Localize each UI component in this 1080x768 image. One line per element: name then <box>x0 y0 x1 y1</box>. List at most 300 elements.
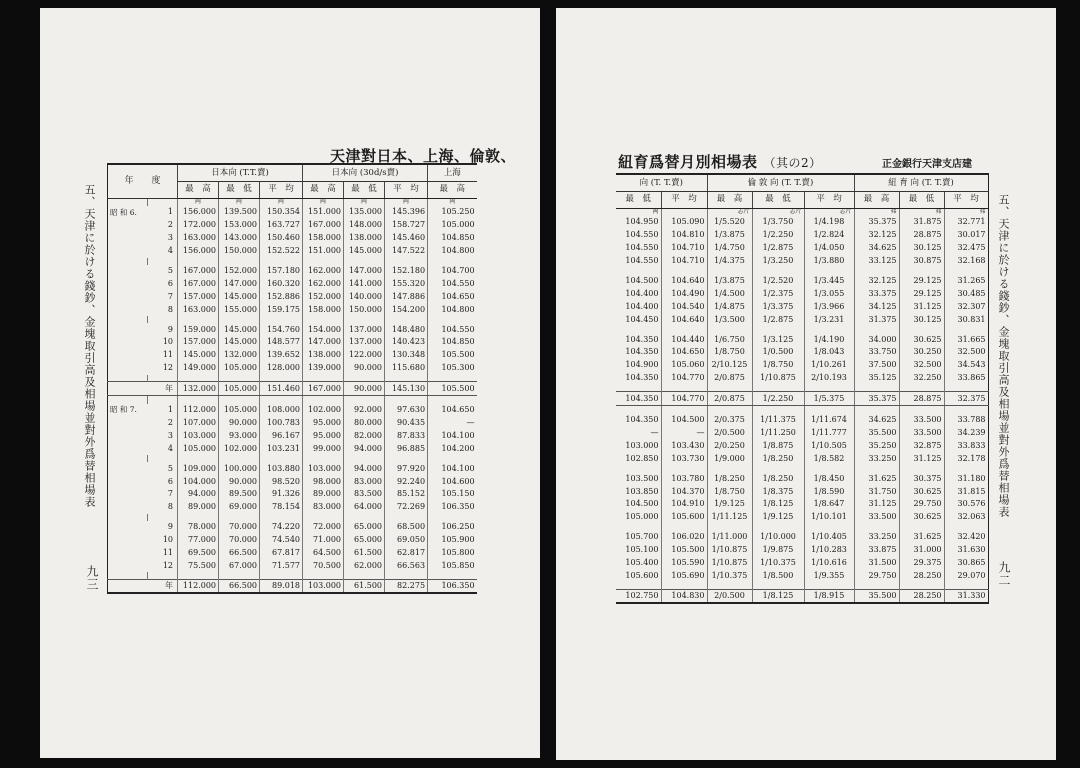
rate-cell: 105.800 <box>441 548 475 558</box>
rate-cell: 1/8.450 <box>804 472 854 485</box>
spacer-cell <box>854 326 899 333</box>
rate-cell: 1/8.250 <box>752 472 804 485</box>
rate-cell: 104.540 <box>661 300 707 313</box>
rate-cell: 122.000 <box>344 349 385 362</box>
rate-cell: 64.000 <box>344 501 385 514</box>
total-cell: 151.460 <box>260 382 303 396</box>
spacer-cell <box>303 316 344 323</box>
rate-cell: 157.000 <box>178 336 219 349</box>
rate-cell: 33.500 <box>854 511 899 524</box>
rate-cell: 105.500 <box>441 350 475 360</box>
spacer-cell <box>385 316 428 323</box>
rate-cell: 104.770 <box>661 392 707 406</box>
table-row <box>108 323 477 336</box>
spacer-cell <box>899 524 944 531</box>
spacer-cell <box>804 524 854 531</box>
spacer-cell <box>854 465 899 472</box>
rate-cell: 78.154 <box>260 501 303 514</box>
rate-cell: 31.625 <box>854 472 899 485</box>
month-cell: 3 <box>148 429 178 442</box>
rate-cell: 30.375 <box>899 472 944 485</box>
japan-30d-header: 日本向 (30d/s賣) <box>303 164 428 181</box>
table-row <box>108 219 477 232</box>
rate-cell: 1/4.875 <box>707 300 752 313</box>
rate-cell: 83.500 <box>344 488 385 501</box>
rate-cell: 150.354 <box>260 206 303 219</box>
rate-cell: 31.265 <box>957 276 986 285</box>
spacer-cell <box>344 258 385 265</box>
year-label <box>108 559 148 572</box>
rate-cell: 102.000 <box>303 404 344 417</box>
rate-cell: 137.000 <box>344 323 385 336</box>
rate-cell: 90.000 <box>219 475 260 488</box>
unit-cell: 両 <box>616 208 661 216</box>
rate-cell: — <box>466 418 475 428</box>
rate-cell: 29.125 <box>899 275 944 288</box>
rate-cell: 152.522 <box>260 245 303 258</box>
rate-cell: 1/5.520 <box>707 216 752 229</box>
rate-cell: 34.125 <box>854 300 899 313</box>
rate-cell: 147.000 <box>344 265 385 278</box>
rate-cell: 103.430 <box>661 439 707 452</box>
rate-cell: 2/0.500 <box>707 589 752 603</box>
rate-cell: 77.000 <box>178 534 219 547</box>
spacer-row <box>616 268 988 275</box>
rate-cell: 104.850 <box>441 337 475 347</box>
total-cell: 66.500 <box>219 579 260 593</box>
unit-cell: 志片 <box>752 208 804 216</box>
rate-cell: 32.875 <box>899 439 944 452</box>
year-label: 昭 和 6. <box>110 207 137 217</box>
rate-cell: 155.000 <box>219 303 260 316</box>
rate-cell: 70.500 <box>303 559 344 572</box>
table-row <box>616 414 988 427</box>
rate-cell: 87.833 <box>385 429 428 442</box>
rate-cell: — <box>661 427 707 440</box>
rate-cell: 30.485 <box>957 288 986 298</box>
rate-cell: 104.550 <box>441 278 475 288</box>
year-label <box>108 277 148 290</box>
rate-cell: 104.400 <box>616 300 661 313</box>
japan-tt-header: 日本向 (T.T.賣) <box>178 164 303 181</box>
rate-cell: 1/3.500 <box>707 313 752 326</box>
rate-cell: 2/10.125 <box>707 359 752 372</box>
rate-cell: 105.100 <box>616 544 661 557</box>
rate-cell: 33.500 <box>899 414 944 427</box>
year-label <box>108 362 148 375</box>
rate-cell: 34.543 <box>957 360 986 370</box>
rate-cell: 92.000 <box>344 404 385 417</box>
rate-cell: 35.500 <box>854 589 899 603</box>
rate-cell: 91.326 <box>260 488 303 501</box>
rate-cell: 139.500 <box>219 206 260 219</box>
spacer-cell <box>303 258 344 265</box>
rate-cell: 167.000 <box>178 277 219 290</box>
left-page-number: 九三 <box>85 565 99 591</box>
spacer-cell <box>944 524 988 531</box>
spacer-cell <box>428 258 477 265</box>
year-label <box>108 534 148 547</box>
rate-cell: 104.810 <box>661 229 707 242</box>
rate-cell: 1/8.125 <box>752 589 804 603</box>
spacer-cell <box>260 258 303 265</box>
table-row <box>616 485 988 498</box>
rate-cell: 94.000 <box>344 462 385 475</box>
rate-cell: 130.348 <box>385 349 428 362</box>
rate-cell: 72.000 <box>303 521 344 534</box>
spacer-cell <box>178 514 219 521</box>
rate-cell: 29.750 <box>854 569 899 582</box>
rate-cell: 104.440 <box>661 333 707 346</box>
spacer-cell <box>178 396 219 404</box>
unit-cell: 志片 <box>707 208 752 216</box>
rate-cell: 1/2.250 <box>752 392 804 406</box>
rate-cell: 69.000 <box>219 501 260 514</box>
rate-cell: 104.350 <box>616 414 661 427</box>
rate-cell: 104.350 <box>616 372 661 385</box>
spacer-cell <box>616 465 661 472</box>
rate-cell: 104.900 <box>616 359 661 372</box>
total-cell: 61.500 <box>344 579 385 593</box>
rate-cell: 99.000 <box>303 442 344 455</box>
rate-cell: 104.910 <box>661 498 707 511</box>
rate-cell: 156.000 <box>178 245 219 258</box>
month-cell: 7 <box>148 290 178 303</box>
rate-cell: 33.125 <box>854 255 899 268</box>
rate-cell: 152.886 <box>260 290 303 303</box>
rate-cell: 1/2.875 <box>752 242 804 255</box>
rate-cell: 1/11.000 <box>707 531 752 544</box>
right-page <box>556 8 1056 760</box>
spacer-cell <box>752 326 804 333</box>
spacer-cell <box>661 465 707 472</box>
spacer-cell <box>899 326 944 333</box>
table-row <box>616 216 988 229</box>
table-row <box>108 521 477 534</box>
rate-cell: 32.420 <box>957 532 986 542</box>
rate-cell: 1/3.250 <box>752 255 804 268</box>
rate-cell: 140.000 <box>344 290 385 303</box>
rate-cell: 1/11.777 <box>804 427 854 440</box>
rate-cell: 1/4.500 <box>707 287 752 300</box>
rate-cell: 90.000 <box>219 417 260 430</box>
spacer-cell <box>707 406 752 414</box>
spacer-cell <box>707 385 752 392</box>
rate-cell: 160.320 <box>260 277 303 290</box>
rate-cell: 1/8.375 <box>752 485 804 498</box>
table-row <box>108 501 477 514</box>
rate-cell: 31.815 <box>957 486 986 496</box>
rate-cell: 85.152 <box>385 488 428 501</box>
rate-cell: 149.000 <box>178 362 219 375</box>
rate-cell: 107.000 <box>178 417 219 430</box>
newyork-tt-header: 紐 育 向 (T. T.賣) <box>854 174 988 191</box>
avg-header: 平 均 <box>385 181 428 198</box>
rate-cell: 92.240 <box>385 475 428 488</box>
rate-cell: 31.625 <box>899 531 944 544</box>
spacer-cell <box>219 316 260 323</box>
rate-cell: 104.370 <box>661 485 707 498</box>
spacer-cell <box>661 524 707 531</box>
spacer-cell <box>944 582 988 589</box>
year-total-row <box>616 589 988 603</box>
rate-cell: 90.435 <box>385 417 428 430</box>
table-row <box>108 547 477 560</box>
rate-cell: 151.000 <box>303 206 344 219</box>
year-label: 昭 和 7. <box>110 405 137 415</box>
spacer-cell <box>944 465 988 472</box>
rate-cell: 105.600 <box>616 569 661 582</box>
spacer-row <box>616 524 988 531</box>
rate-cell: 106.350 <box>441 502 475 512</box>
table-row <box>616 498 988 511</box>
spacer-row <box>616 406 988 414</box>
rate-cell: 33.250 <box>854 452 899 465</box>
spacer-row <box>108 455 477 462</box>
rate-cell: 1/10.875 <box>707 557 752 570</box>
spacer-cell <box>344 572 385 579</box>
spacer-cell <box>707 465 752 472</box>
rate-cell: 104.400 <box>616 287 661 300</box>
spacer-cell <box>899 465 944 472</box>
spacer-cell <box>219 572 260 579</box>
year-label <box>108 232 148 245</box>
month-cell: 11 <box>148 349 178 362</box>
spacer-cell <box>428 396 477 404</box>
rate-cell: 31.875 <box>899 216 944 229</box>
rate-cell: 37.500 <box>854 359 899 372</box>
table-row <box>616 255 988 268</box>
low-header: 最 低 <box>616 191 661 208</box>
rate-cell: 1/10.505 <box>804 439 854 452</box>
rate-cell: 1/5.375 <box>804 392 854 406</box>
rate-cell: 145.000 <box>344 245 385 258</box>
table-row <box>616 359 988 372</box>
rate-cell: 83.000 <box>303 501 344 514</box>
rate-cell: 106.020 <box>661 531 707 544</box>
year-label <box>108 265 148 278</box>
table-row <box>616 452 988 465</box>
rate-cell: 104.700 <box>441 266 475 275</box>
unit-cell: 両 <box>260 198 303 206</box>
rate-cell: 61.500 <box>344 547 385 560</box>
spacer-cell <box>385 455 428 462</box>
rate-cell: 32.063 <box>957 512 986 522</box>
rate-cell: 104.100 <box>441 430 475 440</box>
spacer-cell <box>428 375 477 382</box>
spacer-cell <box>260 396 303 404</box>
spacer-cell <box>108 396 148 404</box>
spacer-cell <box>804 465 854 472</box>
rate-cell: 1/11.674 <box>804 414 854 427</box>
rate-cell: 31.180 <box>957 473 986 483</box>
rate-cell: 28.875 <box>899 229 944 242</box>
rate-cell: 105.090 <box>661 216 707 229</box>
rate-cell: 104.640 <box>661 313 707 326</box>
rate-cell: 148.577 <box>260 336 303 349</box>
rate-cell: 158.727 <box>385 219 428 232</box>
low-header: 最 低 <box>752 191 804 208</box>
spacer-cell <box>752 465 804 472</box>
table-row <box>616 275 988 288</box>
rate-cell: 167.000 <box>303 219 344 232</box>
rate-cell: 140.423 <box>385 336 428 349</box>
rate-cell: 103.500 <box>616 472 661 485</box>
total-cell: 103.000 <box>303 579 344 593</box>
right-page-number: 九二 <box>997 561 1011 587</box>
table-row <box>616 313 988 326</box>
rate-cell: 163.000 <box>178 303 219 316</box>
rate-cell: 94.000 <box>178 488 219 501</box>
rate-cell: 29.750 <box>899 498 944 511</box>
rate-cell: 95.000 <box>303 417 344 430</box>
spacer-cell <box>303 375 344 382</box>
right-page-title <box>618 151 822 172</box>
year-total-row <box>108 382 477 396</box>
rate-cell: 32.771 <box>957 217 986 227</box>
month-cell: 6 <box>148 277 178 290</box>
month-cell: 10 <box>148 534 178 547</box>
month-cell: 3 <box>148 232 178 245</box>
spacer-cell <box>944 268 988 275</box>
rate-cell: 105.000 <box>441 220 475 230</box>
rate-cell: 1/3.880 <box>804 255 854 268</box>
spacer-cell <box>260 316 303 323</box>
rate-cell: 96.167 <box>260 429 303 442</box>
rate-cell: 32.475 <box>957 243 986 253</box>
month-cell: 2 <box>148 219 178 232</box>
rate-cell: 105.000 <box>219 362 260 375</box>
rate-cell: 145.000 <box>178 349 219 362</box>
rate-cell: 95.000 <box>303 429 344 442</box>
rate-cell: 105.600 <box>661 511 707 524</box>
unit-cell: 両 <box>178 198 219 206</box>
rate-cell: 150.460 <box>260 232 303 245</box>
rate-cell: 31.125 <box>899 300 944 313</box>
rate-cell: 145.396 <box>385 206 428 219</box>
spacer-cell <box>344 316 385 323</box>
spacer-cell <box>148 316 178 323</box>
spacer-cell <box>616 406 661 414</box>
avg-header: 平 均 <box>804 191 854 208</box>
rate-cell: 103.730 <box>661 452 707 465</box>
spacer-cell <box>178 375 219 382</box>
rate-cell: 172.000 <box>178 219 219 232</box>
spacer-cell <box>661 326 707 333</box>
rate-cell: 35.250 <box>854 439 899 452</box>
table-row <box>108 404 477 417</box>
spacer-cell <box>148 258 178 265</box>
month-cell: 12 <box>148 559 178 572</box>
rate-cell: 31.630 <box>957 545 986 555</box>
rate-cell: 30.125 <box>899 313 944 326</box>
rate-cell: 1/10.101 <box>804 511 854 524</box>
rate-cell: 150.000 <box>219 245 260 258</box>
rate-cell: 145.000 <box>219 336 260 349</box>
spacer-cell <box>178 316 219 323</box>
rate-cell: 106.250 <box>441 522 475 532</box>
rate-cell: 1/8.875 <box>752 439 804 452</box>
rate-cell: 31.750 <box>854 485 899 498</box>
rate-cell: 128.000 <box>260 362 303 375</box>
rate-cell: 145.000 <box>219 290 260 303</box>
rate-cell: 28.875 <box>899 392 944 406</box>
right-title-text: 紐育爲替月別相場表 <box>618 153 758 171</box>
spacer-cell <box>944 385 988 392</box>
high-header: 最 高 <box>303 181 344 198</box>
spacer-cell <box>260 455 303 462</box>
table-row <box>616 287 988 300</box>
rate-cell: 69.050 <box>385 534 428 547</box>
rate-cell: 71.577 <box>260 559 303 572</box>
spacer-cell <box>854 582 899 589</box>
rate-cell: 33.875 <box>854 544 899 557</box>
rate-cell: 157.180 <box>260 265 303 278</box>
spacer-cell <box>219 258 260 265</box>
table-row <box>108 417 477 430</box>
rate-cell: 2/0.375 <box>707 414 752 427</box>
rate-cell: 1/8.590 <box>804 485 854 498</box>
rate-cell: 33.500 <box>899 427 944 440</box>
spacer-cell <box>108 514 148 521</box>
spacer-cell <box>108 375 148 382</box>
month-cell: 8 <box>148 501 178 514</box>
rate-cell: 102.750 <box>616 589 661 603</box>
spacer-cell <box>303 396 344 404</box>
rate-cell: 147.000 <box>219 277 260 290</box>
low-header: 最 低 <box>219 181 260 198</box>
rate-cell: 1/8.043 <box>804 346 854 359</box>
rate-cell: 1/9.125 <box>752 511 804 524</box>
month-cell: 12 <box>148 362 178 375</box>
rate-cell: 1/2.875 <box>752 313 804 326</box>
rate-cell: 104.950 <box>616 216 661 229</box>
month-cell: 7 <box>148 488 178 501</box>
rate-cell: 93.000 <box>219 429 260 442</box>
month-cell: 5 <box>148 265 178 278</box>
spacer-cell <box>385 375 428 382</box>
rate-cell: 2/0.875 <box>707 372 752 385</box>
rate-cell: 104.800 <box>441 246 475 256</box>
year-label <box>108 488 148 501</box>
rate-cell: 90.000 <box>344 362 385 375</box>
left-margin-text: 五、天津に於ける錢鈔、金塊取引高及相場並對外爲替相場表 <box>83 184 96 508</box>
shanghai-header: 上海 <box>428 164 477 181</box>
spacer-cell <box>385 572 428 579</box>
year-label <box>108 547 148 560</box>
rate-cell: 2/0.500 <box>707 427 752 440</box>
rate-cell: 72.269 <box>385 501 428 514</box>
rate-cell: 1/3.966 <box>804 300 854 313</box>
rate-cell: 155.320 <box>385 277 428 290</box>
spacer-cell <box>752 582 804 589</box>
table-row <box>616 544 988 557</box>
spacer-row <box>108 316 477 323</box>
rate-cell: 31.000 <box>899 544 944 557</box>
rate-cell: 30.017 <box>957 230 986 240</box>
rate-cell: 1/10.000 <box>752 531 804 544</box>
rate-cell: 104.490 <box>661 287 707 300</box>
rate-cell: 147.886 <box>385 290 428 303</box>
rate-cell: 104.500 <box>616 275 661 288</box>
rate-cell: 34.239 <box>957 428 986 438</box>
rate-cell: 1/4.750 <box>707 242 752 255</box>
spacer-cell <box>854 524 899 531</box>
table-row <box>616 557 988 570</box>
rate-cell: 1/2.824 <box>804 229 854 242</box>
rate-cell: 1/11.375 <box>752 414 804 427</box>
unit-cell: 志片 <box>804 208 854 216</box>
